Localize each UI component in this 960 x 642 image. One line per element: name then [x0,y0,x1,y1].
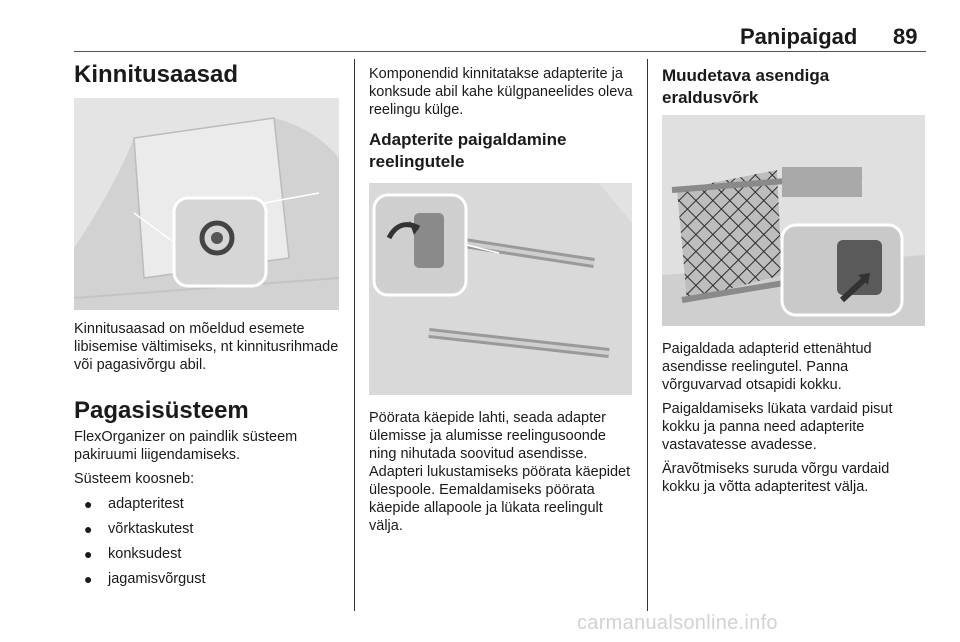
list-item: ● konksudest [74,542,342,567]
paragraph-install-adapters: Paigaldada adapterid ettenähtud asendisse reelingutel. Panna võrguvarvad otsapidi kokku. [662,341,872,393]
running-header-title: Panipaigad [740,24,858,49]
column-divider-2 [647,59,648,611]
list-item: ● jagamisvõrgust [74,567,342,592]
paragraph-flexorganizer: FlexOrganizer on paindlik süsteem pakiruumi liigendamiseks. [74,429,298,463]
column-2 [369,58,635,535]
list-item: ● adapteritest [74,492,342,517]
column-1 [74,58,342,592]
heading-partition-net: Muudetava asendiga eraldusvõrk [662,66,830,107]
bullet-icon: ● [84,496,93,512]
heading-pagasisusteem: Pagasisüsteem [74,397,249,424]
list-item: ● võrktaskutest [74,517,342,542]
illustration-adapter-rails [369,183,632,395]
header-rule [74,51,926,52]
illustration-tie-down-eyes [74,98,339,310]
watermark-text: carmanualsonline.info [577,612,778,634]
subheading-adapter-installation: Adapterite paigaldamine reelingutele [369,130,567,171]
column-3 [662,58,928,496]
paragraph-components-attach: Komponendid kinnitatakse adapterite ja konksude abil kahe külgpaneelides oleva reelingu külge. [369,66,633,118]
column-divider-1 [354,59,355,611]
page-number: 89 [893,24,918,49]
illustration-partition-net [662,115,925,326]
heading-kinnitusaasad: Kinnitusaasad [74,61,239,88]
paragraph-adapter-steps: Pöörata käepide lahti, seada adapter ülemisse ja alumisse reelingusoonde ning nihutada soovitud asendisse. Adapteri lukustamiseks pöörata käepidet ülespoole. Eemaldamiseks pöörata käepide allapoole ja lükata reelingult välja. [369,410,631,534]
paragraph-remove-rods: Äravõtmiseks suruda võrgu vardaid kokku ja võtta adapteritest välja. [662,461,890,495]
paragraph-system-consists: Süsteem koosneb: [74,471,195,487]
bullet-list-components [74,492,342,592]
paragraph-install-rods: Paigaldamiseks lükata vardaid pisut kokku ja panna need adapterite vastavatesse avadesse. [662,401,893,453]
bullet-icon: ● [84,571,93,587]
paragraph-tie-down: Kinnitusaasad on mõeldud esemete libisemise vältimiseks, nt kinnitusrihmade või pagasivõrgu abil. [74,321,339,373]
bullet-icon: ● [84,521,93,537]
bullet-icon: ● [84,546,93,562]
